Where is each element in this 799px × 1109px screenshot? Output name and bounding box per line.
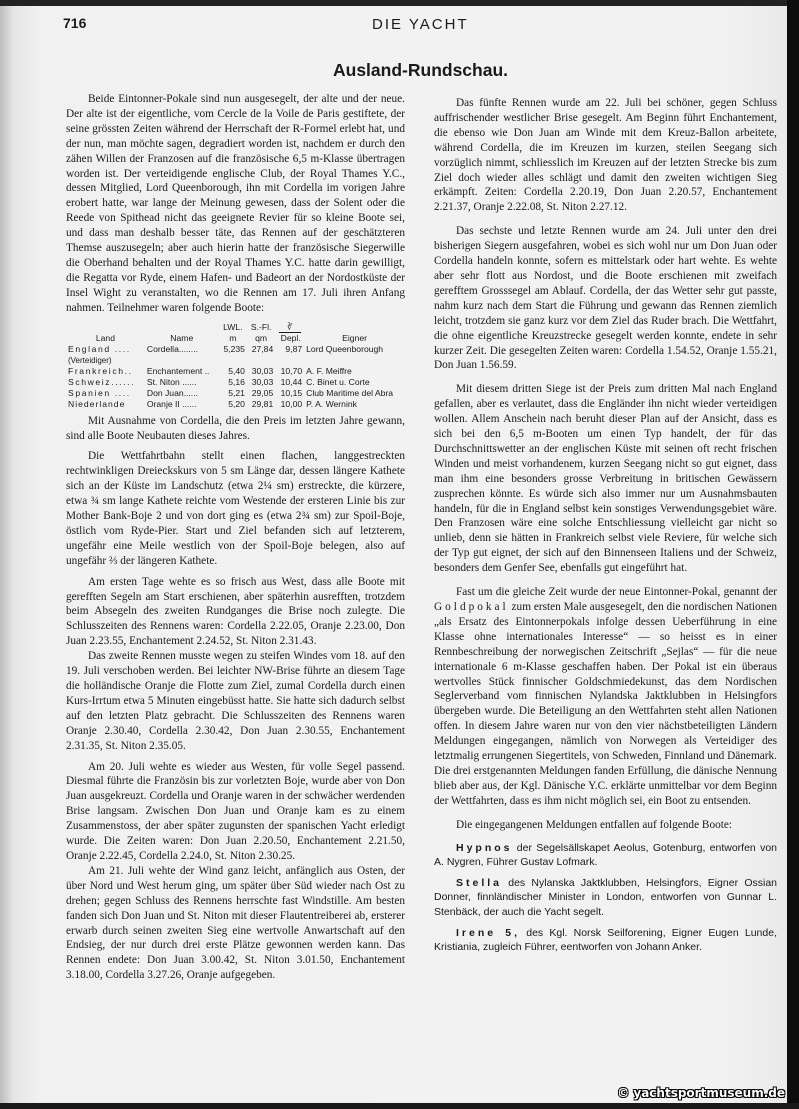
goldpokal-term: Goldpokal bbox=[434, 601, 509, 613]
header-cell bbox=[145, 322, 219, 333]
entries-list bbox=[434, 841, 777, 955]
cell-lwl: 5,21 bbox=[228, 387, 245, 398]
cell-land: Spanien .... bbox=[68, 387, 131, 398]
cell-lwl: 5,20 bbox=[228, 398, 245, 409]
cell-name: Enchantement .. bbox=[146, 365, 210, 376]
cell-depl: 10,70 bbox=[280, 365, 303, 376]
cell-land: England .... bbox=[68, 343, 131, 354]
cell-owner: A. F. Meiffre bbox=[306, 365, 352, 376]
paragraph: Die eingegangenen Meldungen entfallen auf folgende Boote: bbox=[456, 818, 733, 831]
paragraph: Das sechste und letzte Rennen wurde am 24. Juli unter den drei bisherigen Siegern ausgefahren, wobei es sich wohl nur um Don Juan oder Cordella handeln konnte, sofern es mittelstark oder hart wehte. Es wehte aber sehr flott aus Nordost, und die Boote erschienen mit zweifach gerefftem Grosssegel am Ablauf. Cordella, der das Wetter sehr gut passte, nahm kurz nach dem Start die Führung und gewann das Rennen ziemlich leicht, trotzdem sie ganz kurz vor dem Ziel das Ruder brach. Die Wettfahrt, die ohne eigentliche Kreuzstrecke gesegelt werden konnte, endete in sehr kurzer Zeit. Die gesegelten Zeiten waren: Cordella 1.54.52, Oranje 1.55.21, Don Juan 1.56.59. bbox=[434, 225, 777, 372]
cell-lwl: 5,16 bbox=[228, 376, 245, 387]
scan-bottom-edge bbox=[0, 1103, 799, 1109]
scan-right-edge bbox=[787, 0, 799, 1109]
magazine-page bbox=[0, 6, 787, 1103]
boat-name: Irene 5, bbox=[456, 926, 521, 939]
cell-owner: Club Maritime del Abra bbox=[306, 387, 394, 398]
table-row bbox=[66, 388, 405, 399]
header-cell: ∛ bbox=[286, 321, 293, 332]
cell-name: Oranje II ...... bbox=[146, 398, 197, 409]
table-row bbox=[66, 366, 405, 377]
cell-sfl: 29,05 bbox=[251, 387, 274, 398]
cell-note: (Verteidiger) bbox=[68, 355, 112, 365]
header-lwl: m bbox=[229, 332, 237, 343]
header-cell: S.-Fl. bbox=[250, 321, 272, 332]
cell-name: Don Juan...... bbox=[146, 387, 198, 398]
boats-table bbox=[66, 322, 405, 410]
cell-land: Niederlande bbox=[68, 398, 126, 409]
watermark: © yachtsportmuseum.de bbox=[617, 1086, 785, 1100]
cell-depl: 10,00 bbox=[280, 398, 303, 409]
paragraph: Mit diesem dritten Siege ist der Preis zum dritten Mal nach England gefallen, aber es verlautet, dass die Engländer ihn nicht wieder verteidigen wollen. Allem Anschein nach beruht dieser Plan auf der Ansicht, dass es sich bei den 6,5 m-Booten um einen Typ handelt, der für das Durchschnittswetter an der englischen Küste mit seinen oft recht frischen Winden und meist vorhandenem, kurzen Seegang nicht so gut eignet, dass man ihm eine besonders grosse Verbreitung in britischen Gewässern zusprechen könnte. Es würde sich also immer nur um Ausnahmsbauten handeln, für die in England selbst kein sonstiges Verwendungsgebiet wäre. Den Franzosen wäre eine solche Entschliessung vielleicht gar nicht so unlieb, denn sie hätten in Frankreich selbst viele Reviere, für welche sich der Typ gut eignet, der sich auf den Binnenseen Italiens und der Schweiz, besonders dem Genfer See, ebenfalls gut eingeführt hat. bbox=[434, 383, 777, 575]
table-row bbox=[66, 344, 405, 366]
paragraph: Beide Eintonner-Pokale sind nun ausgesegelt, der alte und der neue. Der alte ist der eigentliche, vom Cercle de la Voile de Paris gestiftete, der seine grössten Zeiten während der Herrschaft der R-Formel erlebt hat, und der nun, man möchte sagen, degradiert worden ist, nachdem er durch den zähen Willen der Franzosen auf die französische 6,5 m-Klasse übertragen worden ist. Der verteidigende englische Club, der Royal Thames Y.C., dessen Mitglied, Lord Queenborough, ihn mit Cordella im vorigen Jahre erobert hatte, war lange der Meinung gewesen, dass der Solent oder die Reede von Spithead nicht das geeignete Revier für so kleine Boote sei, und dass man deshalb besser täte, das Rennen auf der geschätzteren Themse auszusegeln; aber auch hierin hatte der französische Siegerwille die Oberhand behalten und der Royal Thames Y.C. hatte darin gewilligt, die Regatta vor Ryde, einem Hafen- und Badeort an der Nordostküste der Insel Wight zu veranstalten, wo die Rennen am 17. Juli ihren Anfang nahmen. Teilnehmer waren folgende Boote: bbox=[66, 93, 405, 314]
table-header-top bbox=[66, 322, 405, 333]
paragraph: Am 21. Juli wehte der Wind ganz leicht, anfänglich aus Osten, der über Nord und West herum ging, um später über Süd wieder nach Ost zu drehen; gegen Schluss des Rennens herrschte fast Windstille. Am besten fanden sich Don Juan und St. Niton mit dieser Flautentreiberei ab, ersterer erwarb durch seinen zweiten Sieg eine wertvolle Anwartschaft auf den Endsieg, der nur durch drei erste Plätze gewonnen werden kann. Das Rennen endete: Don Juan 3.00.42, St. Niton 3.01.50, Enchantement 3.18.00, Cordella 3.27.26, Oranje aufgegeben. bbox=[66, 864, 405, 982]
table-row bbox=[66, 399, 405, 410]
cell-depl: 10,15 bbox=[280, 387, 303, 398]
table-row bbox=[66, 377, 405, 388]
cell-owner: C. Binet u. Corte bbox=[306, 376, 370, 387]
header-sfl: qm bbox=[255, 332, 268, 343]
paragraph: Mit Ausnahme von Cordella, die den Preis im letzten Jahre gewann, sind alle Boote Neubauten dieses Jahres. bbox=[66, 414, 405, 442]
cell-sfl: 29,81 bbox=[251, 398, 274, 409]
boat-name: Hypnos bbox=[456, 841, 513, 854]
article-title: Ausland-Rundschau. bbox=[333, 60, 509, 80]
list-item: Stella des Nylanska Jaktklubben, Helsingfors, Eigner Ossian Donner, finnländischer Minister in London, entworfen von Gunnar L. Stenbäck, der auch die Yacht segelt. bbox=[434, 876, 777, 918]
table-header bbox=[66, 333, 405, 344]
paragraph: Das fünfte Rennen wurde am 22. Juli bei schöner, gegen Schluss auffrischender westlicher Brise gesegelt. Am Beginn führt Enchantement, die ebenso wie Don Juan am Winde mit dem Kreuz-Ballon arbeitete, während Cordella, die im Kreuzen im kurzen, steilen Seegang sich vorzüglich nimmt, schliesslich im Kreuzen auf der letzten Strecke bis zum Ziel doch wieder alles schlägt und damit den zweiten wichtigen Sieg erkämpft. Zeiten: Cordella 2.20.19, Don Juan 2.20.57, Enchantement 2.21.37, Oranje 2.22.08, St. Niton 2.27.12. bbox=[434, 97, 777, 214]
header-depl: Depl. bbox=[280, 332, 301, 343]
cell-owner: P. A. Wernink bbox=[306, 398, 357, 409]
running-head: DIE YACHT bbox=[372, 16, 469, 33]
header-owner: Eigner bbox=[342, 332, 367, 343]
cell-land: Frankreich.. bbox=[68, 365, 133, 376]
list-item: Hypnos der Segelsällskapet Aeolus, Gotenburg, entworfen von A. Nygren, Führer Gustav Lofmark. bbox=[434, 841, 777, 869]
left-column bbox=[66, 92, 405, 983]
header-cell bbox=[66, 322, 145, 333]
cell-owner: Lord Queenborough bbox=[306, 343, 384, 354]
paragraph: Das zweite Rennen musste wegen zu steifen Windes vom 18. auf den 19. Juli verschoben werden. Bei leichter NW-Brise führte an diesem Tage die holländische Oranje die Flotte zum Ziel, zumal Cordella durch einen Kurs-Irrtum etwa 5 Minuten eingebüsst hatte. Sie hatte sich dadurch selbst auf den letzten Platz gebracht. Die Schlusszeiten des Rennens waren Oranje 2.30.40, Cordella 2.30.42, Don Juan 2.30.55, Enchantement 2.31.35, St. Niton 2.35.05. bbox=[66, 650, 405, 752]
cell-depl: 10,44 bbox=[280, 376, 303, 387]
page-number: 716 bbox=[63, 15, 87, 31]
cell-sfl: 30,03 bbox=[251, 376, 274, 387]
paragraph: Die Wettfahrtbahn stellt einen flachen, langgestreckten rechtwinkligen Dreieckskurs von 5 sm Länge dar, dessen längere Kathete sich an der Küste im Landschutz (etwa 2¼ sm) erstreckte, die kürzere, etwa ¾ sm lange Kathete reichte vom Westende der ersteren Linie bis zur Mother Bank-Boje 2 und von dort ging es (etwa 2¾ sm) zur Spoil-Boje, östlich vom Ryde-Pier. Start und Ziel befanden sich auf letzterem, ungefähr eine Meile westlich von der Spoil-Boje belegen, also auf ungefähr ⅔ der längeren Kathete. bbox=[66, 450, 405, 567]
header-name: Name bbox=[170, 332, 194, 343]
paragraph: Am 20. Juli wehte es wieder aus Westen, für volle Segel passend. Diesmal führte die Französin bis zur vorletzten Boje, wurde aber von Don Juan ausgekreuzt. Cordella und Oranje waren in der schwächer werdenden Brise langsam. Zwischen Don Juan und Oranje kam es zu einem Zusammenstoss, der aber später zugunsten der spanischen Yacht erledigt wurde. Die Zeiten waren: Don Juan 2.20.50, Enchantement 2.21.50, Oranje 2.22.45, Cordella 2.24.0, St. Niton 2.30.25. bbox=[66, 760, 405, 862]
cell-sfl: 30,03 bbox=[251, 365, 274, 376]
cell-name: Cordella........ bbox=[146, 343, 198, 354]
cell-lwl: 5,40 bbox=[228, 365, 245, 376]
header-cell: LWL. bbox=[223, 321, 243, 332]
boat-name: Stella bbox=[456, 876, 503, 889]
list-item: Irene 5, des Kgl. Norsk Seilforening, Eigner Eugen Lunde, Kristiania, zugleich Führer, eentworfen von Johann Anker. bbox=[434, 926, 777, 954]
cell-land: Schweiz...... bbox=[68, 376, 136, 387]
cell-name: St. Niton ...... bbox=[146, 376, 197, 387]
right-column bbox=[434, 96, 777, 955]
cell-sfl: 27,84 bbox=[251, 343, 274, 354]
header-land: Land bbox=[95, 332, 115, 343]
paragraph: Am ersten Tage wehte es so frisch aus West, dass alle Boote mit gerefften Segeln am Start erschienen, aber späterhin ausrefften, trotzdem beim Absegeln des zweiten Rundganges die Brise noch zulegte. Die Schlusszeiten des Rennens waren: Cordella 2.22.05, Oranje 2.23.00, Don Juan 2.23.55, Enchantement 2.24.52, St. Niton 2.31.43. bbox=[66, 575, 405, 648]
cell-depl: 9,87 bbox=[285, 343, 303, 354]
paragraph: Fast um die gleiche Zeit wurde der neue Eintonner-Pokal, genannt der Goldpokal zum ersten Male ausgesegelt, den die nordischen Nationen „als Ersatz des Eintonnerpokals infolge dessen Ueberführung in eine Klasse ohne internationales Interesse“ — so heisst es in einer Rennbeschreibung der norwegischen Zeitschrift „Sejlas“ — für die neue internationale 6 m-Klasse geschaffen haben. Der Pokal ist ein überaus wertvolles Stück finnischer Goldschmiedekunst, das dem Nordischen Seglerverband vom finnischen Nylandska Jaktklubben in Helsingfors übergeben wurde. Die Beteiligung an den Wettfahrten steht allen Nationen offen. In diesem Jahre waren nur von den vier nächstbeteiligten Ländern Meldungen eingegangen, nämlich von Norwegen als Verteidiger des letztmalig errungenen Siegertitels, von Schweden, Finnland und Dänemark. Die drei erstgenannten Meldungen fanden Erfüllung, die dänische Nennung blieb aber aus, der Kgl. Dänische Y.C. erklärte unmittelbar vor dem Beginn der Wettfahrten, dass es ihm nicht möglich sei, ein Boot zu entsenden. bbox=[434, 586, 777, 807]
cell-lwl: 5,235 bbox=[223, 343, 245, 354]
